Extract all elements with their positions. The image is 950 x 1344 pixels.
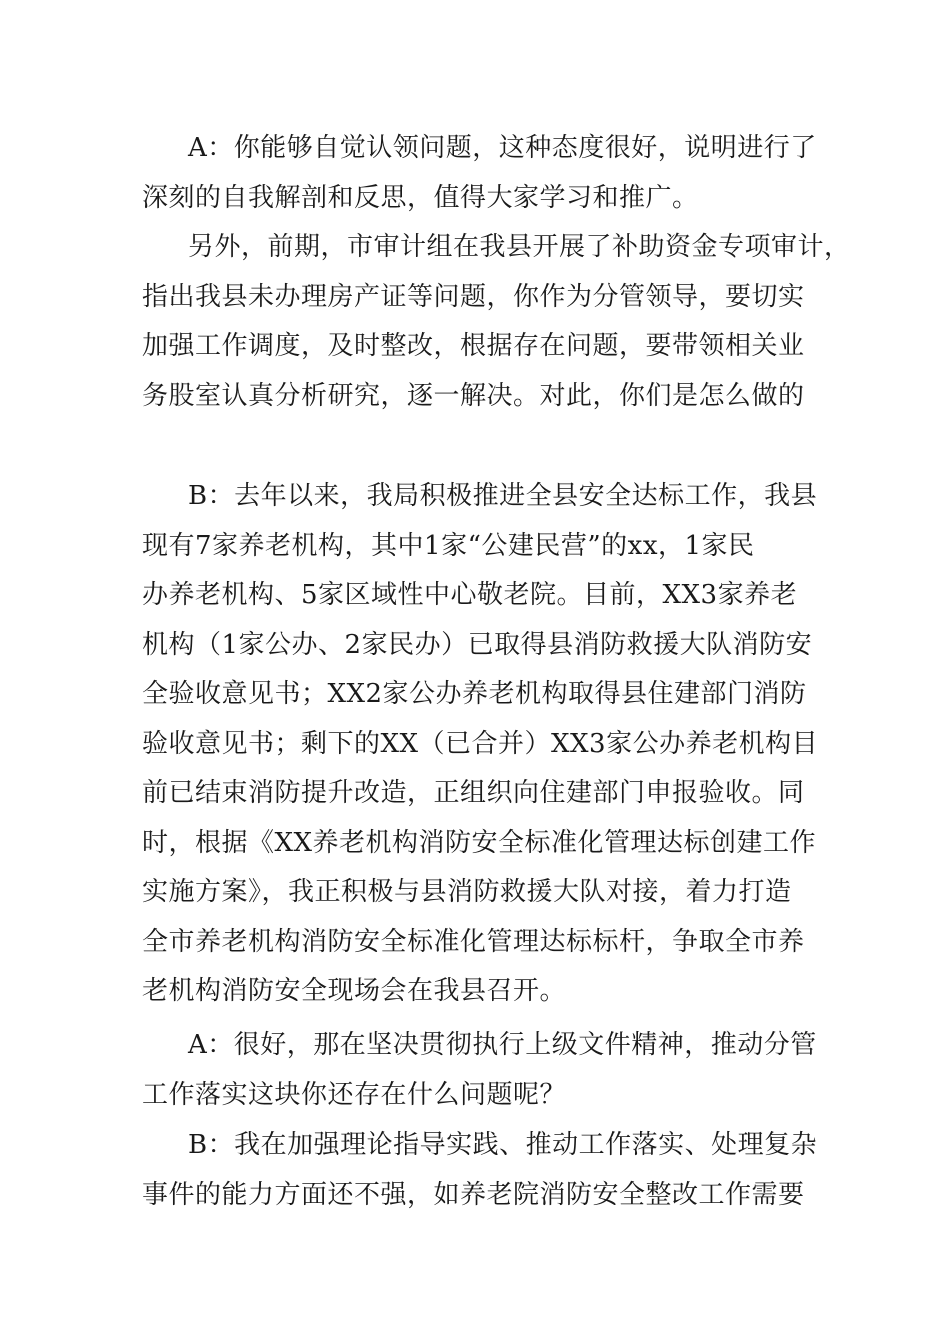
text-line: A：很好，那在坚决贯彻执行上级文件精神，推动分管 [188,1030,817,1060]
text-line: 全验收意见书；XX2家公办养老机构取得县住建部门消防 [142,679,807,709]
text-line: 验收意见书；剩下的XX（已合并）XX3家公办养老机构目 [142,728,819,759]
paragraph-a2 [142,223,851,421]
text-line: 务股室认真分析研究，逐一解决。对此，你们是怎么做的 [142,380,805,411]
text-line: 现有7家养老机构，其中1家“公建民营”的xx，1家民 [142,530,755,561]
paragraph-a1 [142,124,822,223]
paragraph-b2 [142,1121,822,1220]
text-line: A：你能够自觉认领问题，这种态度很好，说明进行了 [188,133,817,163]
text-line: B：去年以来，我局积极推进全县安全达标工作，我县 [188,481,818,511]
text-line: 另外，前期，市审计组在我县开展了补助资金专项审计， [188,232,851,262]
paragraph-a3 [142,1021,822,1120]
text-line: 实施方案》，我正积极与县消防救援大队对接，着力打造 [142,877,792,907]
text-line: 指出我县未办理房产证等问题，你作为分管领导，要切实 [142,281,805,312]
text-line: 深刻的自我解剖和反思，值得大家学习和推广。 [142,182,699,213]
text-line: 工作落实这块你还存在什么问题呢？ [142,1079,567,1110]
text-line: B：我在加强理论指导实践、推动工作落实、处理复杂 [188,1130,818,1160]
text-line: 老机构消防安全现场会在我县召开。 [142,976,567,1006]
text-line: 事件的能力方面还不强，如养老院消防安全整改工作需要 [142,1179,805,1210]
text-line: 前已结束消防提升改造，正组织向住建部门申报验收。同 [142,778,805,808]
text-line: 时，根据《XX养老机构消防安全标准化管理达标创建工作 [142,827,817,858]
paragraph-b1 [142,472,822,1017]
text-line: 加强工作调度，及时整改，根据存在问题，要带领相关业 [142,331,805,361]
text-line: 机构（1家公办、2家民办）已取得县消防救援大队消防安 [142,629,813,660]
text-line: 全市养老机构消防安全标准化管理达标标杆，争取全市养 [142,926,805,957]
text-line: 办养老机构、5家区域性中心敬老院。目前，XX3家养老 [142,580,798,610]
